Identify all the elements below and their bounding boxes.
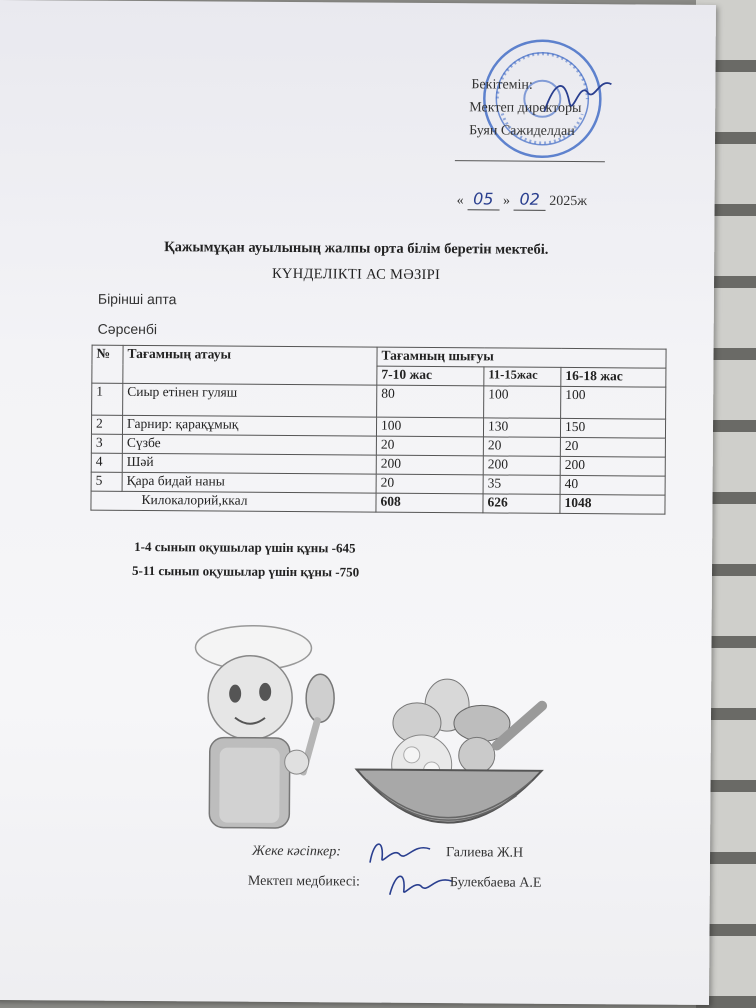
week-label: Бірінші апта (97, 290, 177, 308)
total-7-10: 608 (376, 493, 483, 513)
entrepreneur-label: Жеке кәсіпкер: (252, 843, 342, 860)
header-age-11-15: 11-15жас (484, 367, 561, 387)
date-month: 02 (519, 189, 540, 209)
menu-table (90, 345, 666, 515)
approved-label: Бекітемін: (471, 77, 533, 93)
row-dish: Шәй (122, 453, 376, 474)
row-value-11-15: 35 (483, 475, 560, 495)
header-age-7-10: 7-10 жас (377, 366, 484, 386)
vegetable-basket-illustration (346, 674, 552, 835)
table-row (92, 383, 666, 419)
header-number: № (92, 345, 123, 383)
date-close-quote: » (502, 193, 511, 209)
cook-boy-illustration (184, 619, 346, 845)
header-age-16-18: 16-18 жас (561, 367, 666, 387)
school-name: Қажымұқан ауылының жалпы орта білім беретін мектебі. (164, 239, 549, 258)
menu-title: КҮНДЕЛІКТІ АС МӘЗІРІ (271, 265, 441, 284)
table-header-row (92, 345, 666, 368)
entrepreneur-name: Галиева Ж.Н (446, 845, 524, 861)
total-11-15: 626 (483, 494, 560, 514)
header-dish-name: Тағамның атауы (123, 345, 377, 385)
row-dish: Гарнир: қарақұмық (122, 415, 376, 436)
row-dish: Сиыр етінен гуляш (123, 383, 377, 417)
row-number: 1 (92, 383, 123, 415)
row-value-7-10: 200 (376, 455, 483, 475)
director-title: Мектеп директоры (469, 100, 582, 117)
row-dish: Сүзбе (122, 434, 376, 455)
total-label: Килокалорий,ккал (91, 491, 376, 512)
price-grades-1-4: 1-4 сынып оқушылар үшін құны -645 (134, 538, 356, 556)
total-row (91, 491, 665, 514)
row-value-16-18: 150 (560, 418, 665, 438)
nurse-name: Булекбаева А.Е (449, 875, 542, 891)
date-open-quote: « (456, 193, 464, 209)
nurse-label: Мектеп медбикесі: (247, 873, 360, 890)
date-year: 2025ж (549, 193, 588, 210)
header-yield: Тағамның шығуы (377, 347, 666, 368)
date-month-field (513, 190, 546, 211)
row-value-16-18: 200 (560, 456, 665, 476)
row-value-7-10: 80 (377, 385, 484, 418)
row-number: 3 (91, 434, 122, 453)
director-name: Буян Сажиделдан (469, 123, 575, 140)
day-label: Сәрсенбі (97, 320, 158, 338)
row-value-11-15: 20 (483, 437, 560, 457)
row-number: 4 (91, 453, 122, 472)
row-value-7-10: 100 (376, 417, 483, 437)
date-day: 05 (473, 189, 494, 209)
approval-date (457, 189, 588, 211)
row-value-11-15: 200 (483, 456, 560, 476)
row-value-11-15: 130 (483, 418, 560, 438)
price-grades-5-11: 5-11 сынып оқушылар үшін құны -750 (131, 562, 360, 580)
row-dish: Қара бидай наны (122, 472, 376, 493)
row-value-7-10: 20 (376, 474, 483, 494)
row-number: 2 (91, 415, 122, 434)
date-day-field (467, 189, 500, 210)
nurse-signature (386, 865, 456, 901)
row-value-16-18: 20 (560, 437, 665, 457)
row-value-7-10: 20 (376, 436, 483, 456)
row-value-16-18: 100 (561, 386, 666, 419)
total-16-18: 1048 (560, 494, 665, 514)
row-value-16-18: 40 (560, 475, 665, 495)
row-number: 5 (91, 472, 122, 491)
approval-block (469, 73, 582, 143)
row-value-11-15: 100 (484, 386, 561, 419)
